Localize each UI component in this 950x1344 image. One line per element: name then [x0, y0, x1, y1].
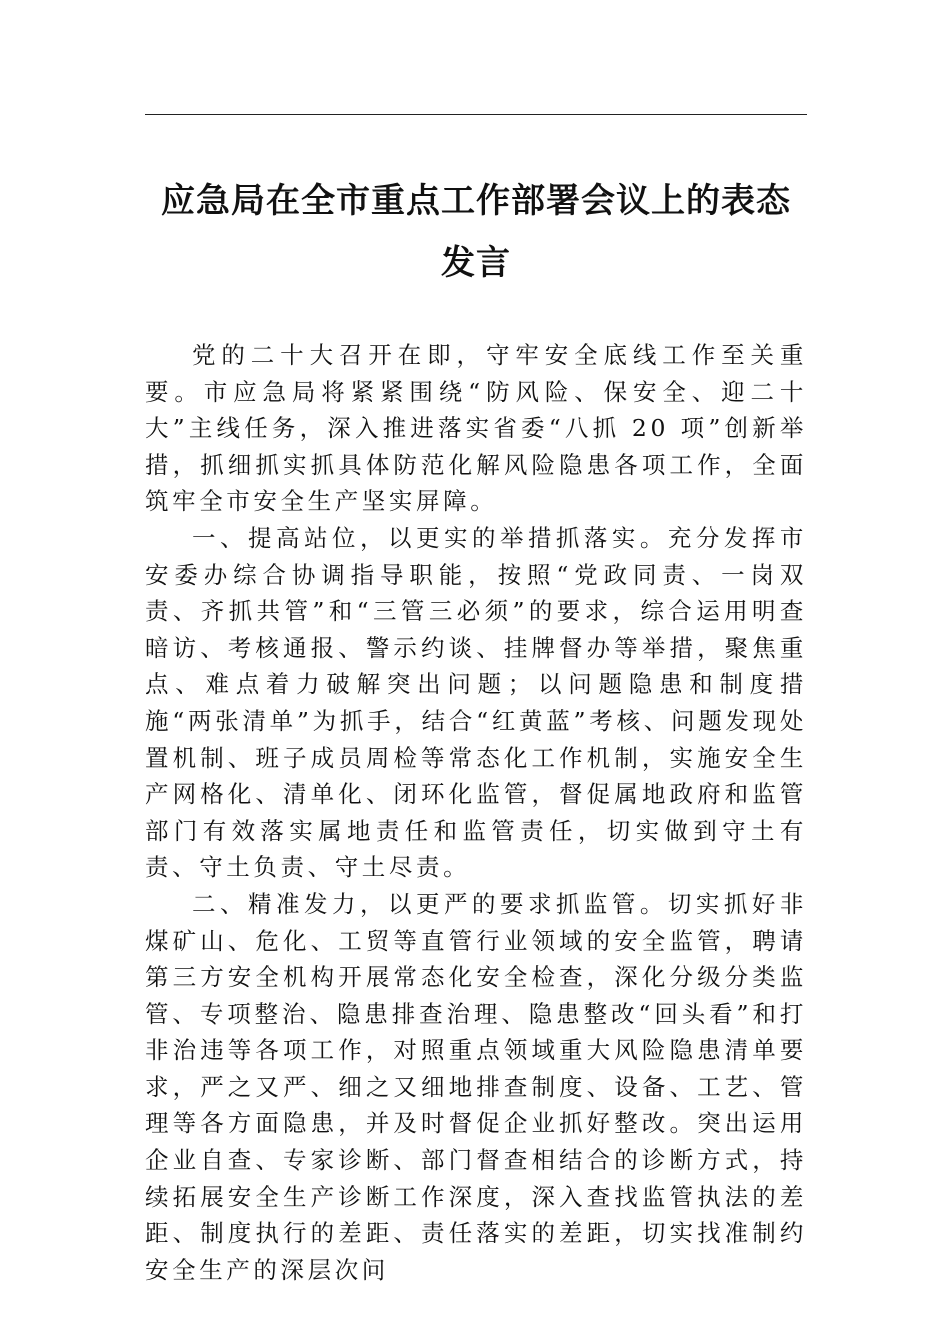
document-title — [145, 170, 807, 294]
document-body — [145, 337, 807, 1288]
paragraph-section-2: 二、精准发力，以更严的要求抓监管。切实抓好非煤矿山、危化、工贸等直管行业领域的安全监管，聘请第三方安全机构开展常态化安全检查，深化分级分类监管、专项整治、隐患排查治理、隐患整改“回头看”和打非治违等各项工作，对照重点领域重大风险隐患清单要求，严之又严、细之又细地排查制度、设备、工艺、管理等各方面隐患，并及时督促企业抓好整改。突出运用企业自查、专家诊断、部门督查相结合的诊断方式，持续拓展安全生产诊断工作深度，深入查找监管执法的差距、制度执行的差距、责任落实的差距，切实找准制约安全生产的深层次问 — [145, 889, 807, 1284]
title-line-2: 发言 — [441, 243, 511, 283]
paragraph-section-1: 一、提高站位，以更实的举措抓落实。充分发挥市安委办综合协调指导职能，按照“党政同责、一岗双责、齐抓共管”和“三管三必须”的要求，综合运用明查暗访、考核通报、警示约谈、挂牌督办等举措，聚焦重点、难点着力破解突出问题；以问题隐患和制度措施“两张清单”为抓手，结合“红黄蓝”考核、问题发现处置机制、班子成员周检等常态化工作机制，实施安全生产网格化、清单化、闭环化监管，督促属地政府和监管部门有效落实属地责任和监管责任，切实做到守土有责、守土负责、守土尽责。 — [145, 523, 807, 882]
paragraph-intro: 党的二十大召开在即，守牢安全底线工作至关重要。市应急局将紧紧围绕“防风险、保安全、迎二十大”主线任务，深入推进落实省委“八抓 20 项”创新举措，抓细抓实抓具体防范化解风险隐患各项工作，全面筑牢全市安全生产坚实屏障。 — [145, 341, 807, 516]
header-rule — [145, 114, 807, 115]
title-line-1: 应急局在全市重点工作部署会议上的表态 — [161, 181, 791, 221]
